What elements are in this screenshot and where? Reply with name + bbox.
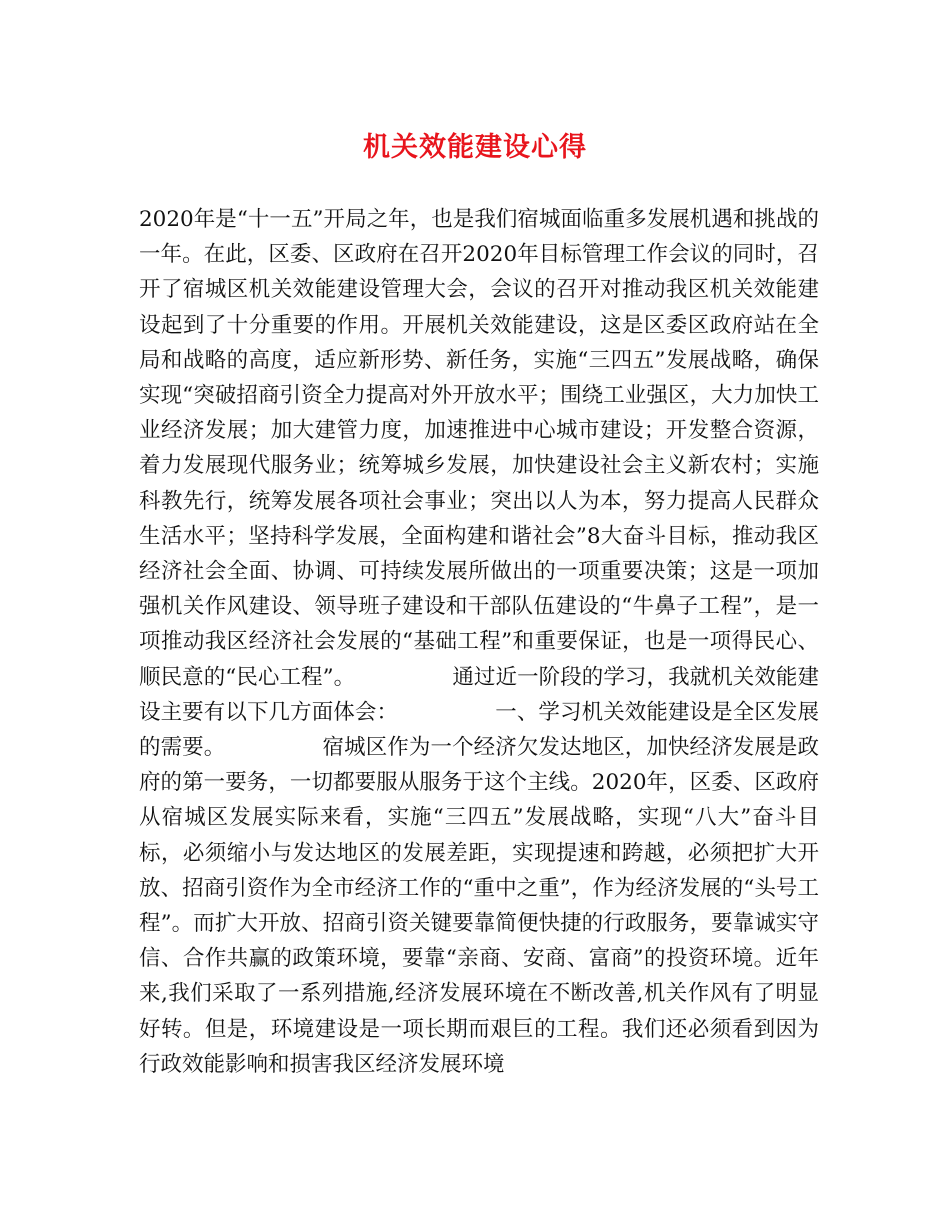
document-body-paragraph: 2020年是“十一五”开局之年，也是我们宿城面临重多发展机遇和挑战的一年。在此，区委、区政府在召开2020年目标管理工作会议的同时，召开了宿城区机关效能建设管理大会，会议的召开对推动我区机关效能建设起到了十分重要的作用。开展机关效能建设，这是区委区政府站在全局和战略的高度，适应新形势、新任务，实施“三四五”发展战略，确保实现“突破招商引资全力提高对外开放水平；围绕工业强区，大力加快工业经济发展；加大建管力度，加速推进中心城市建设；开发整合资源，着力发展现代服务业；统筹城乡发展，加快建设社会主义新农村；实施科教先行，统筹发展各项社会事业；突出以人为本，努力提高人民群众生活水平；坚持科学发展，全面构建和谐社会”8大奋斗目标，推动我区经济社会全面、协调、可持续发展所做出的一项重要决策；这是一项加强机关作风建设、领导班子建设和干部队伍建设的“牛鼻子工程”，是一项推动我区经济社会发展的“基础工程”和重要保证，也是一项得民心、顺民意的“民心工程”。 通过近一阶段的学习，我就机关效能建设主要有以下几方面体会： 一、学习机关效能建设是全区发展的需要。 宿城区作为一个经济欠发达地区，加快经济发展是政府的第一要务，一切都要服从服务于这个主线。2020年，区委、区政府从宿城区发展实际来看，实施“三四五”发展战略，实现“八大”奋斗目标，必须缩小与发达地区的发展差距，实现提速和跨越，必须把扩大开放、招商引资作为全市经济工作的“重中之重”，作为经济发展的“头号工程”。而扩大开放、招商引资关键要靠简便快捷的行政服务，要靠诚实守信、合作共赢的政策环境，要靠“亲商、安商、富商”的投资环境。近年来,我们采取了一系列措施,经济发展环境在不断改善,机关作风有了明显好转。但是，环境建设是一项长期而艰巨的工程。我们还必须看到因为行政效能影响和损害我区经济发展环境 [139,207,819,1077]
document-title: 机关效能建设心得 [363,132,587,163]
